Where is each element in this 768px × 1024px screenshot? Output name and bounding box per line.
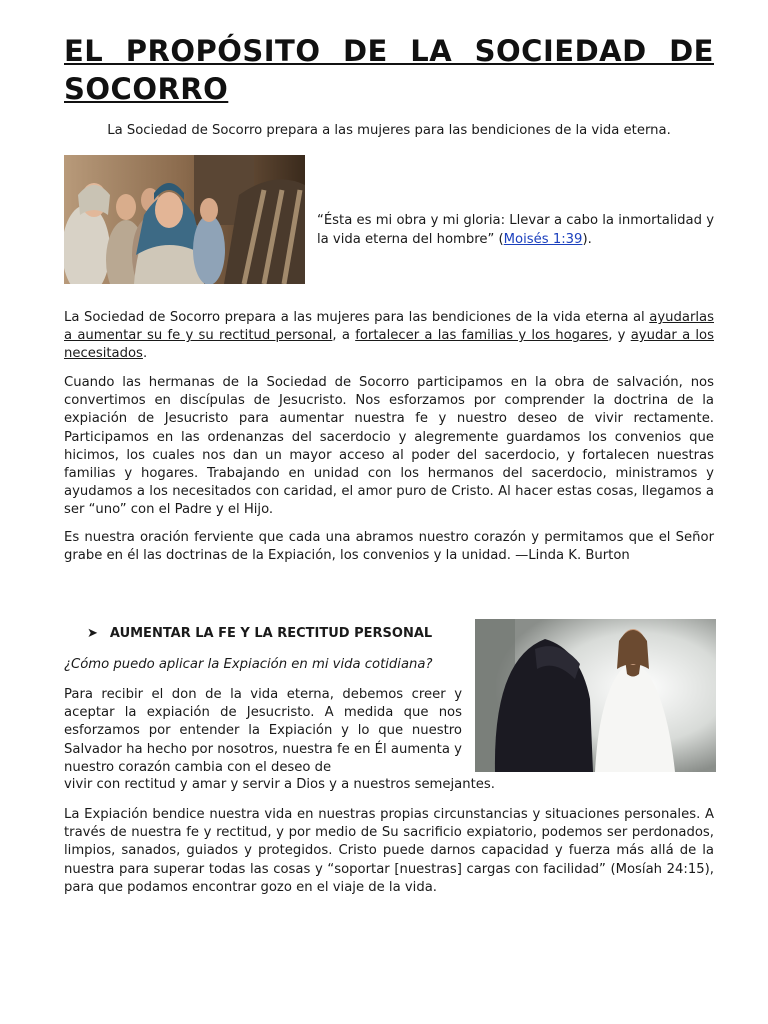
- families-link[interactable]: fortalecer a las familias y los hogares: [355, 328, 609, 344]
- arrow-bullet-icon: ➤: [87, 626, 98, 641]
- intro-paragraph: La Sociedad de Socorro prepara a las mujeres para las bendiciones de la vida eterna al ayudarlas a aumentar su fe y su rectitud personal, a fortalecer a las familias y los hogares, y ayudar a los necesitados.: [64, 310, 714, 362]
- quote-end: ).: [582, 231, 592, 247]
- salvation-paragraph: Cuando las hermanas de la Sociedad de Socorro participamos en la obra de salvación, nos convertimos en discípulas de Jesucristo. Nos esforzamos por comprender la doctrina de la expiación de Jesucristo para aumentar nuestra fe y nuestro deseo de vivir rectamente. Participamos en las ordenanzas del sacerdocio y alegremente guardamos los convenios que hicimos, los cuales nos dan un mayor acceso al poder del sacerdocio, y fortalecen nuestras familias y hogares. Trabajando en unidad con los hermanos del sacerdocio, ministramos y ayudamos a los necesitados con caridad, el amor puro de Cristo. Al hacer estas cosas, llegamos a ser “uno” con el Padre y el Hijo.: [64, 375, 714, 518]
- quote-text: “Ésta es mi obra y mi gloria: Llevar a cabo la inmortalidad y la vida eterna del hombre” (: [317, 213, 714, 247]
- women-group-photo: [64, 155, 305, 284]
- gift-paragraph: Para recibir el don de la vida eterna, debemos creer y aceptar la expiación de Jesucristo. A medida que nos esforzamos por entender la Expiación y lo que nuestro Salvador ha hecho por nosotros, nuestra fe en Él aumenta y nuestro corazón cambia con el deseo de: [64, 687, 462, 775]
- section-question: ¿Cómo puedo aplicar la Expiación en mi vida cotidiana?: [64, 657, 433, 672]
- atonement-paragraph: La Expiación bendice nuestra vida en nuestras propias circunstancias y situaciones personales. A través de nuestra fe y rectitud, y por medio de Su sacrificio expiatorio, podemos ser perdonados, limpios, sanados, guiados y protegidos. Cristo puede darnos capacidad y fuerza más allá de la nuestra para superar todas las cosas y “soportar [nuestras] cargas con facilidad” (Mosíah 24:15), para que podamos encontrar gozo en el viaje de la vida.: [64, 807, 714, 895]
- scripture-quote: [317, 212, 714, 249]
- section-heading: ➤ AUMENTAR LA FE Y LA RECTITUD PERSONAL: [87, 626, 433, 641]
- page-title: EL PROPÓSITO DE LA SOCIEDAD DE SOCORRO: [64, 34, 714, 106]
- christ-and-woman-photo: [475, 619, 716, 772]
- needy-link[interactable]: ayudar a los necesitados: [64, 328, 714, 362]
- prayer-paragraph: Es nuestra oración ferviente que cada una abramos nuestro corazón y permitamos que el Señor grabe en él las doctrinas de la Expiación, los convenios y la unidad. —Linda K. Burton: [64, 530, 714, 564]
- faith-link[interactable]: ayudarlas a aumentar su fe y su rectitud personal: [64, 310, 714, 344]
- gift-paragraph-end: vivir con rectitud y amar y servir a Dios y a nuestros semejantes.: [64, 777, 495, 792]
- scripture-link[interactable]: Moisés 1:39: [503, 231, 583, 247]
- subtitle: La Sociedad de Socorro prepara a las mujeres para las bendiciones de la vida eterna.: [107, 123, 671, 138]
